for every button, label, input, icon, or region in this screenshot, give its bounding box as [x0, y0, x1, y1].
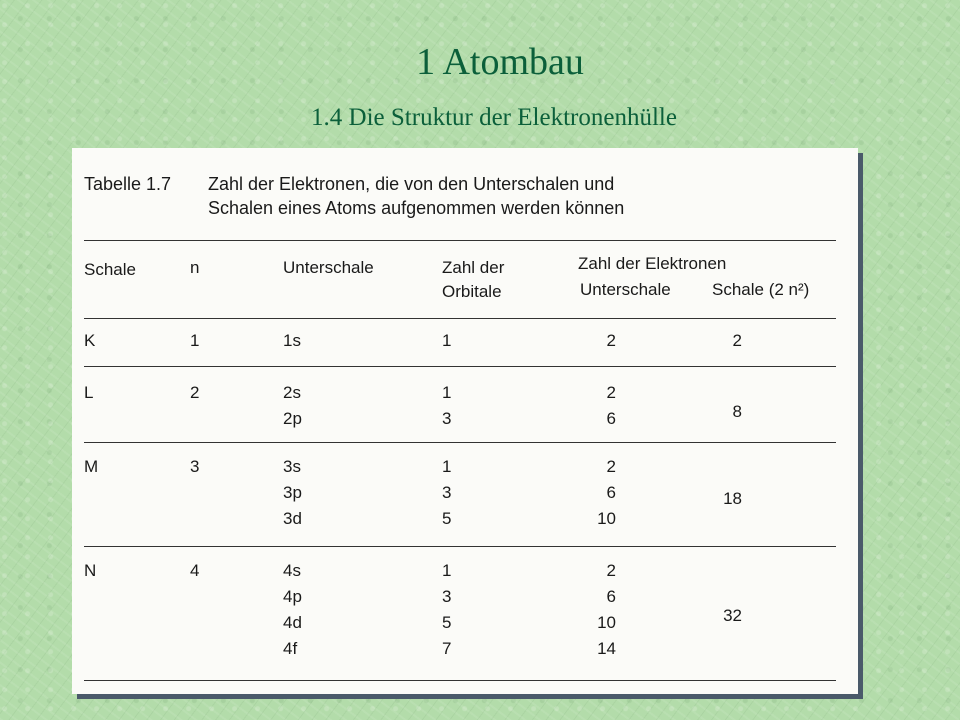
cell-elektronen-schale: 8 [732, 402, 742, 421]
cell-n: 1 [190, 331, 200, 350]
table-rule-top [84, 240, 836, 241]
table-caption-number: Tabelle 1.7 [84, 174, 172, 194]
cell-orbitale: 7 [442, 639, 452, 658]
cell-unterschale: 4d [283, 613, 302, 632]
cell-unterschale: 4s [283, 561, 301, 580]
cell-n: 4 [190, 561, 200, 580]
table-scan [72, 148, 858, 694]
cell-elektronen-unterschale: 6 [606, 587, 616, 606]
slide-title: 1 Atombau [416, 41, 584, 83]
cell-elektronen-unterschale: 14 [597, 639, 616, 658]
table-caption [208, 172, 624, 220]
cell-orbitale: 3 [442, 483, 452, 502]
cell-elektronen-schale: 32 [723, 606, 742, 625]
header-schale: Schale [84, 260, 136, 279]
cell-elektronen-unterschale: 10 [597, 509, 616, 528]
header-elektronen-schale: Schale (2 n²) [712, 280, 810, 299]
cell-orbitale: 1 [442, 331, 452, 350]
cell-schale: M [84, 457, 99, 476]
header-n: n [190, 258, 200, 277]
slide-subtitle: 1.4 Die Struktur der Elektronenhülle [311, 104, 677, 131]
cell-elektronen-schale: 18 [723, 489, 742, 508]
cell-elektronen-unterschale: 2 [606, 383, 616, 402]
cell-elektronen-unterschale: 2 [606, 561, 616, 580]
table-rule-group [84, 366, 836, 367]
cell-unterschale: 2p [283, 409, 302, 428]
cell-unterschale: 3s [283, 457, 301, 476]
cell-orbitale: 3 [442, 587, 452, 606]
cell-orbitale: 1 [442, 457, 452, 476]
cell-unterschale: 1s [283, 331, 301, 350]
header-orbitale-line-2: Orbitale [442, 282, 502, 301]
cell-orbitale: 3 [442, 409, 452, 428]
cell-elektronen-unterschale: 10 [597, 613, 616, 632]
table-caption-line-2: Schalen eines Atoms aufgenommen werden können [208, 198, 625, 218]
header-elektronen-unterschale: Unterschale [580, 280, 671, 299]
cell-n: 2 [190, 383, 200, 402]
header-unterschale: Unterschale [283, 258, 374, 277]
table-caption-line-1: Zahl der Elektronen, die von den Unterschalen und [208, 174, 615, 194]
cell-schale: L [84, 383, 94, 402]
table-rule-header [84, 318, 836, 319]
cell-orbitale: 1 [442, 383, 452, 402]
cell-unterschale: 4f [283, 639, 298, 658]
table-rule-group [84, 680, 836, 681]
cell-schale: K [84, 331, 96, 350]
cell-schale: N [84, 561, 97, 580]
table-rule-group [84, 546, 836, 547]
cell-unterschale: 3d [283, 509, 302, 528]
header-orbitale [442, 256, 504, 304]
cell-orbitale: 5 [442, 509, 452, 528]
cell-unterschale: 3p [283, 483, 302, 502]
cell-elektronen-unterschale: 6 [606, 409, 616, 428]
cell-unterschale: 4p [283, 587, 302, 606]
cell-elektronen-schale: 2 [732, 331, 742, 350]
header-zahl-der-elektronen: Zahl der Elektronen [578, 254, 727, 273]
cell-n: 3 [190, 457, 200, 476]
cell-orbitale: 5 [442, 613, 452, 632]
cell-orbitale: 1 [442, 561, 452, 580]
cell-elektronen-unterschale: 2 [606, 457, 616, 476]
cell-elektronen-unterschale: 2 [606, 331, 616, 350]
cell-unterschale: 2s [283, 383, 301, 402]
cell-elektronen-unterschale: 6 [606, 483, 616, 502]
header-orbitale-line-1: Zahl der [442, 258, 505, 277]
table-rule-group [84, 442, 836, 443]
